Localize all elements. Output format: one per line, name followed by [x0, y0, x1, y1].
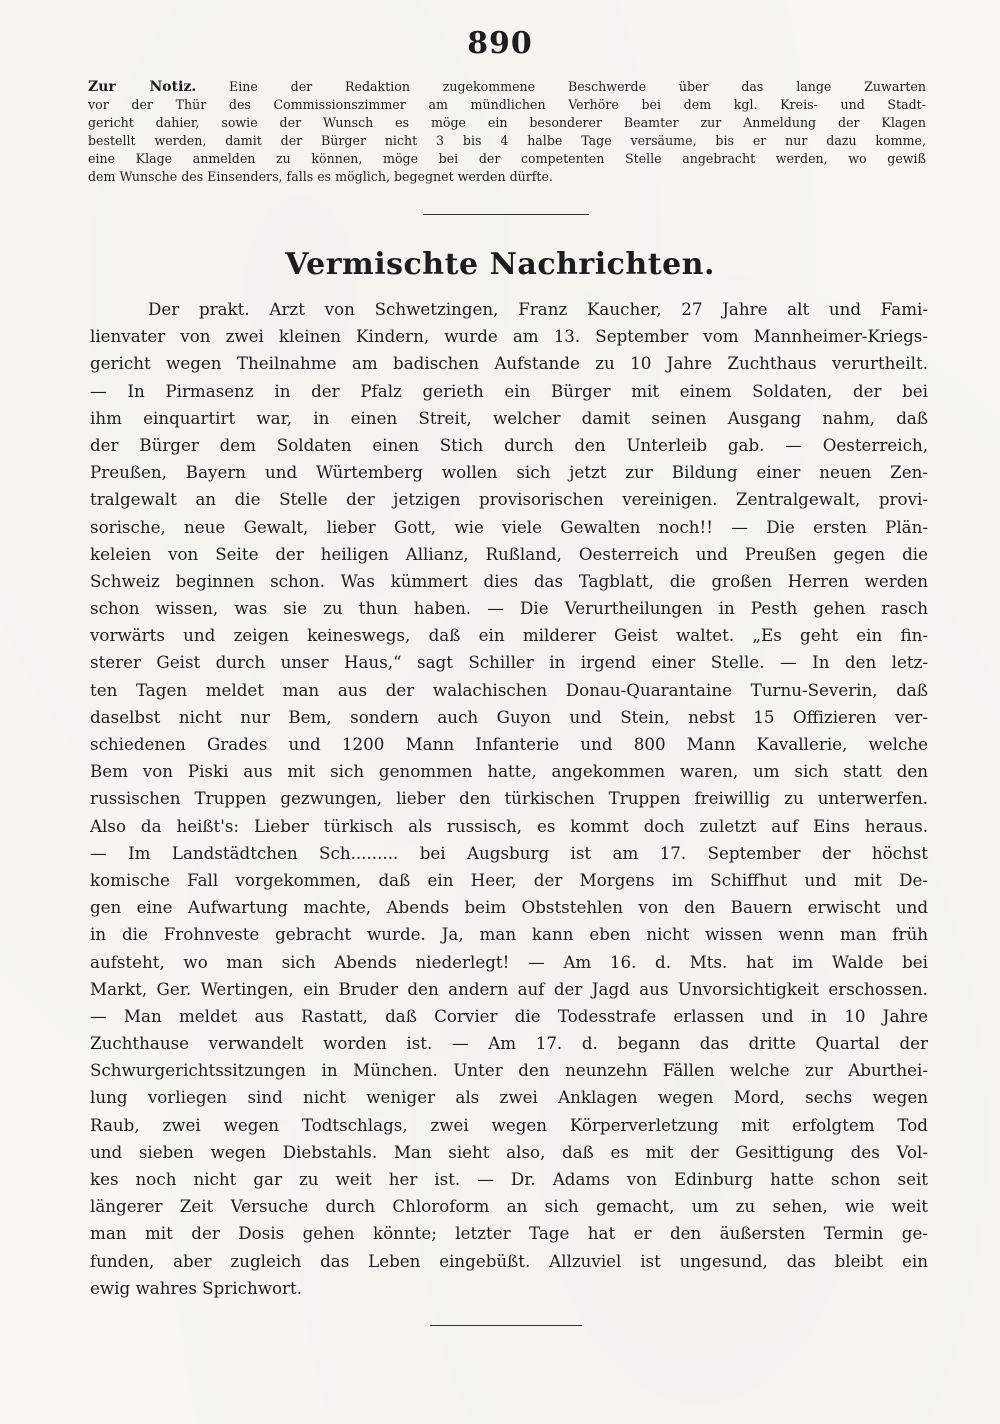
body-line: Also da heißt's: Lieber türkisch als russisch, es kommt doch zuletzt auf Eins heraus. [90, 815, 928, 836]
body-line: Bem von Piski aus mit sich genommen hatte, angekommen waren, um sich statt den [90, 761, 928, 782]
body-line: ewig wahres Sprichwort. [90, 1277, 303, 1298]
body-line: lienvater von zwei kleinen Kindern, wurde am 13. September vom Mannheimer-Kriegs- [90, 326, 928, 347]
notice-line-text: Eine der Redaktion zugekommene Beschwerde über das lange Zuwarten [196, 79, 926, 94]
page-number: 890 [467, 26, 533, 61]
body-line: — Man meldet aus Rastatt, daß Corvier die Todesstrafe erlassen und in 10 Jahre [90, 1005, 928, 1026]
body-line: sorische, neue Gewalt, lieber Gott, wie viele Gewalten noch!! — Die ersten Plän- [90, 516, 928, 537]
body-line: gericht wegen Theilnahme am badischen Aufstande zu 10 Jahre Zuchthaus verurtheilt. [90, 353, 928, 374]
body-line: ihm einquartirt war, in einen Streit, welcher damit seinen Ausgang nahm, daß [90, 407, 928, 428]
body-line: Schweiz beginnen schon. Was kümmert dies das Tagblatt, die großen Herren werden [90, 570, 928, 591]
body-line: tralgewalt an die Stelle der jetzigen provisorischen vereinigen. Zentralgewalt, provi- [90, 489, 928, 510]
body-line: längerer Zeit Versuche durch Chloroform an sich gemacht, um zu sehen, wie weit [90, 1196, 928, 1217]
body-line: und sieben wegen Diebstahls. Man sieht also, daß es mit der Gesittigung des Vol- [90, 1141, 928, 1162]
body-line: funden, aber zugleich das Leben eingebüßt. Allzuviel ist ungesund, das bleibt ein [90, 1250, 928, 1271]
notice-lead: Zur Notiz. [88, 79, 197, 95]
body-line: schon wissen, was sie zu thun haben. — Die Verurtheilungen in Pesth gehen rasch [90, 598, 928, 619]
body-line: Der prakt. Arzt von Schwetzingen, Franz Kaucher, 27 Jahre alt und Fami- [148, 299, 928, 319]
notice-line: gericht dahier, sowie der Wunsch es möge ein besonderer Beamter zur Anmeldung der Klagen [88, 115, 926, 131]
notice-line: eine Klage anmelden zu können, möge bei der competenten Stelle angebracht werden, wo gewiß [88, 151, 926, 167]
body-line: sterer Geist durch unser Haus,“ sagt Schiller in irgend einer Stelle. — In den letz- [90, 652, 928, 673]
body-line: Zuchthause verwandelt worden ist. — Am 17. d. begann das dritte Quartal der [90, 1033, 928, 1054]
body-line: gen eine Aufwartung machte, Abends beim Obststehlen von den Bauern erwischt und [90, 897, 928, 918]
body-line: der Bürger dem Soldaten einen Stich durch den Unterleib gab. — Oesterreich, [90, 434, 928, 455]
body-line: ten Tagen meldet man aus der walachischen Donau-Quarantaine Turnu-Severin, daß [90, 679, 928, 700]
body-line: daselbst nicht nur Bem, sondern auch Guyon und Stein, nebst 15 Offizieren ver- [90, 706, 928, 727]
body-line: — Im Landstädtchen Sch......... bei Augsburg ist am 17. September der höchst [90, 842, 928, 863]
section-heading: Vermischte Nachrichten. [285, 247, 715, 282]
body-line: Markt, Ger. Wertingen, ein Bruder den andern auf der Jagd aus Unvorsichtigkeit erschossen. [90, 978, 928, 999]
article-body [90, 296, 928, 1302]
body-line: kes noch nicht gar zu weit her ist. — Dr. Adams von Edinburg hatte schon seit [90, 1169, 928, 1189]
body-line: Raub, zwei wegen Todtschlags, zwei wegen Körperverletzung mit erfolgtem Tod [90, 1114, 928, 1135]
closing-divider [430, 1325, 582, 1326]
body-line: komische Fall vorgekommen, daß ein Heer, der Morgens im Schiffhut und mit De- [90, 869, 928, 890]
body-line: lung vorliegen sind nicht weniger als zwei Anklagen wegen Mord, sechs wegen [90, 1087, 928, 1108]
body-line: keleien von Seite der heiligen Allianz, Rußland, Oesterreich und Preußen gegen die [90, 543, 928, 564]
body-line: Preußen, Bayern und Würtemberg wollen sich jetzt zur Bildung einer neuen Zen- [90, 462, 928, 483]
section-divider [423, 214, 589, 215]
body-line: Schwurgerichtssitzungen in München. Unter den neunzehn Fällen welche zur Aburthei- [90, 1060, 928, 1081]
body-line: man mit der Dosis gehen könnte; letzter Tage hat er den äußersten Termin ge- [90, 1223, 928, 1244]
notice-line: dem Wunsche des Einsenders, falls es möglich, begegnet werden dürfte. [88, 169, 553, 185]
notice-line: bestellt werden, damit der Bürger nicht 3 bis 4 halbe Tage versäume, bis er nur dazu komme, [88, 133, 926, 149]
body-line: aufsteht, wo man sich Abends niederlegt! — Am 16. d. Mts. hat im Walde bei [90, 951, 928, 972]
body-line: vorwärts und zeigen keineswegs, daß ein milderer Geist waltet. „Es geht ein fin- [90, 625, 928, 646]
notice-paragraph [88, 78, 926, 187]
notice-line: vor der Thür des Commissionszimmer am mündlichen Verhöre bei dem kgl. Kreis- und Stadt- [88, 97, 926, 113]
body-line: russischen Truppen gezwungen, lieber den türkischen Truppen freiwillig zu unterwerfen. [90, 788, 928, 809]
body-line: — In Pirmasenz in der Pfalz gerieth ein Bürger mit einem Soldaten, der bei [90, 380, 928, 401]
notice-line [88, 78, 926, 96]
body-line: schiedenen Grades und 1200 Mann Infanterie und 800 Mann Kavallerie, welche [90, 734, 928, 754]
body-line: in die Frohnveste gebracht wurde. Ja, man kann eben nicht wissen wenn man früh [90, 924, 928, 945]
